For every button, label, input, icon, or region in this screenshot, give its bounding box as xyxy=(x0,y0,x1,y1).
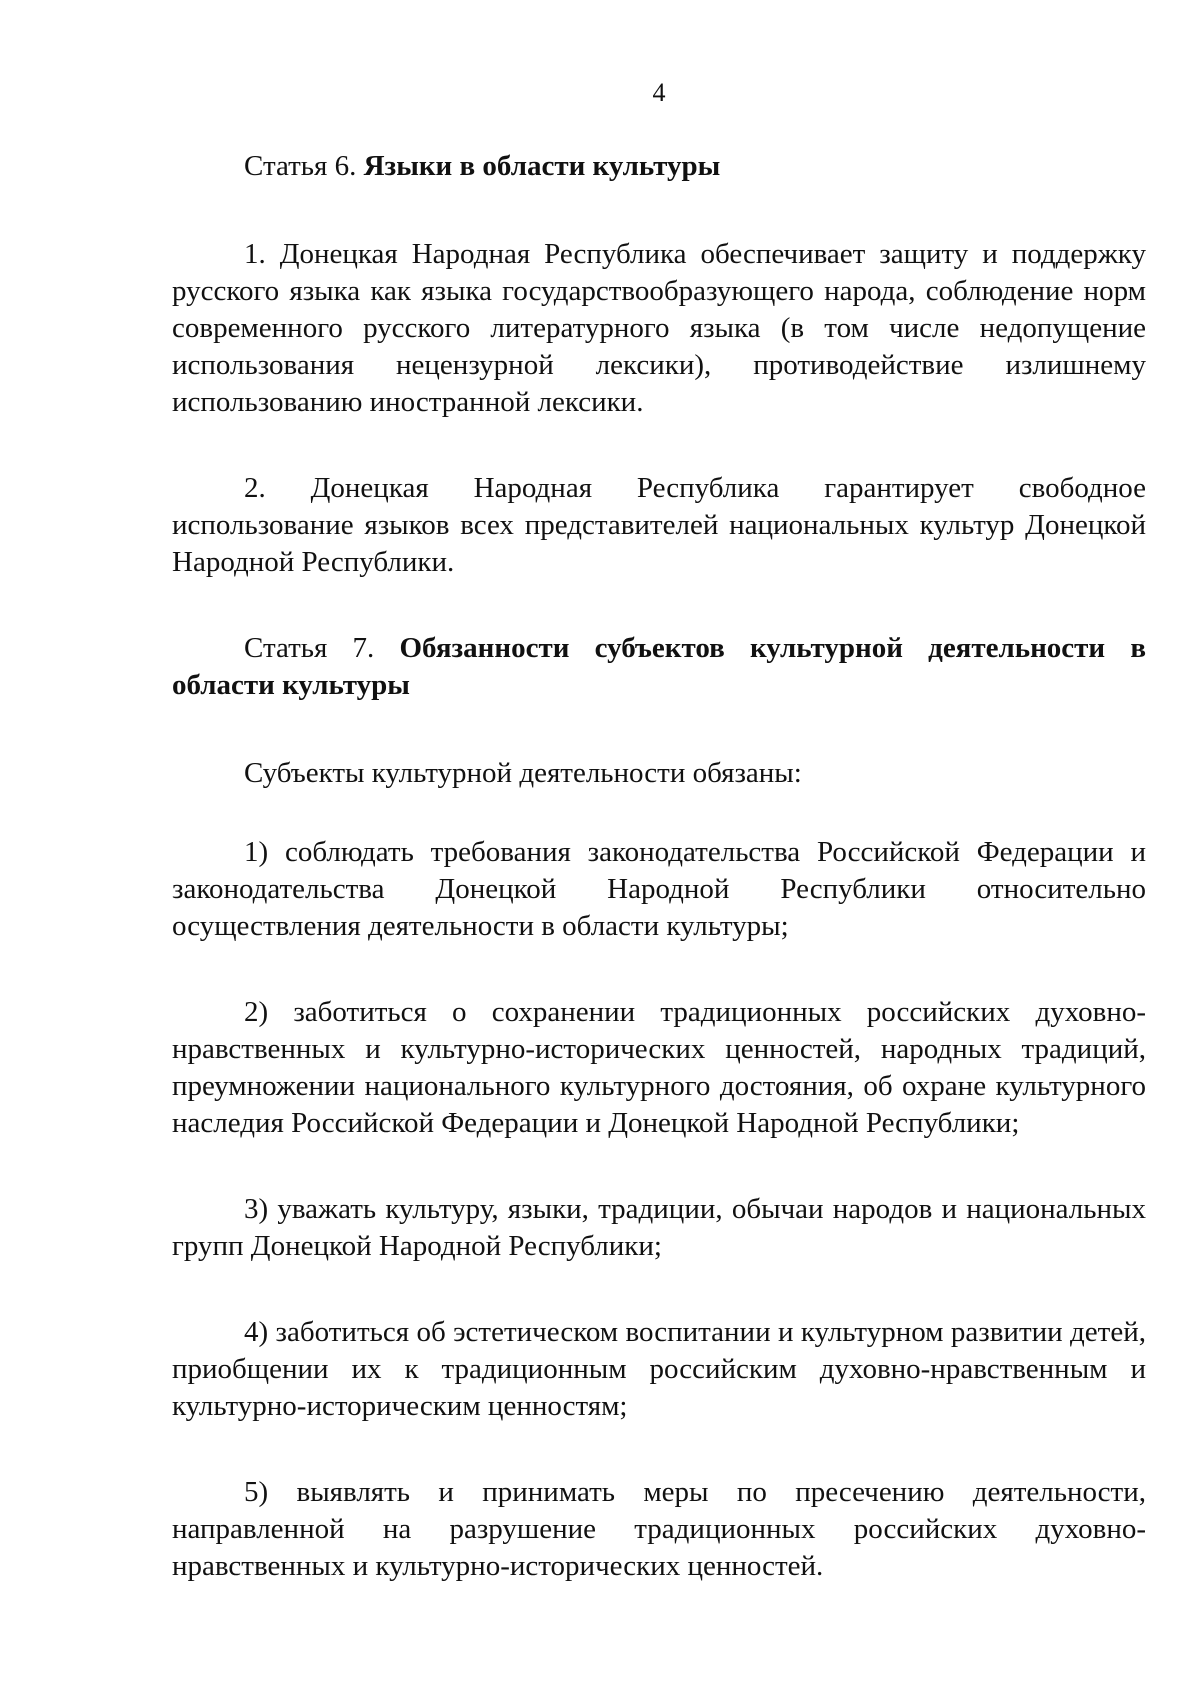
article-7-heading xyxy=(172,630,1146,704)
page-number: 4 xyxy=(652,78,666,107)
article-6-heading xyxy=(172,148,1146,185)
article-6-paragraph-2: 2. Донецкая Народная Республика гарантирует свободное использование языков всех представителей национальных культур Донецкой Народной Республики. xyxy=(172,472,1146,578)
article-7-intro: Субъекты культурной деятельности обязаны: xyxy=(244,757,802,789)
article-7-prefix: Статья 7. xyxy=(244,632,400,664)
article-7-item-5: 5) выявлять и принимать меры по пресечению деятельности, направленной на разрушение традиционных российских духовно-нравственных и культурно-исторических ценностей. xyxy=(172,1476,1146,1582)
document-page xyxy=(172,78,1146,1585)
article-7-item-4: 4) заботиться об эстетическом воспитании и культурном развитии детей, приобщении их к традиционным российским духовно-нравственным и культурно-историческим ценностям; xyxy=(172,1316,1146,1422)
article-7-title: Обязанности субъектов культурной деятельности в области культуры xyxy=(172,632,1146,701)
article-6-prefix: Статья 6. xyxy=(244,150,364,182)
article-7-item-3: 3) уважать культуру, языки, традиции, обычаи народов и национальных групп Донецкой Народной Республики; xyxy=(172,1193,1146,1262)
article-7-item-2: 2) заботиться о сохранении традиционных российских духовно-нравственных и культурно-исторических ценностей, народных традиций, преумножении национального культурного достояния, об охране культурного наследия Российской Федерации и Донецкой Народной Республики; xyxy=(172,996,1146,1139)
article-7-item-1: 1) соблюдать требования законодательства Российской Федерации и законодательства Донецкой Народной Республики относительно осуществления деятельности в области культуры; xyxy=(172,836,1146,942)
article-6-paragraph-1: 1. Донецкая Народная Республика обеспечивает защиту и поддержку русского языка как языка государствообразующего народа, соблюдение норм современного русского литературного языка (в том числе недопущение использования нецензурной лексики), противодействие излишнему использованию иностранной лексики. xyxy=(172,238,1146,418)
article-6-title: Языки в области культуры xyxy=(363,150,721,182)
